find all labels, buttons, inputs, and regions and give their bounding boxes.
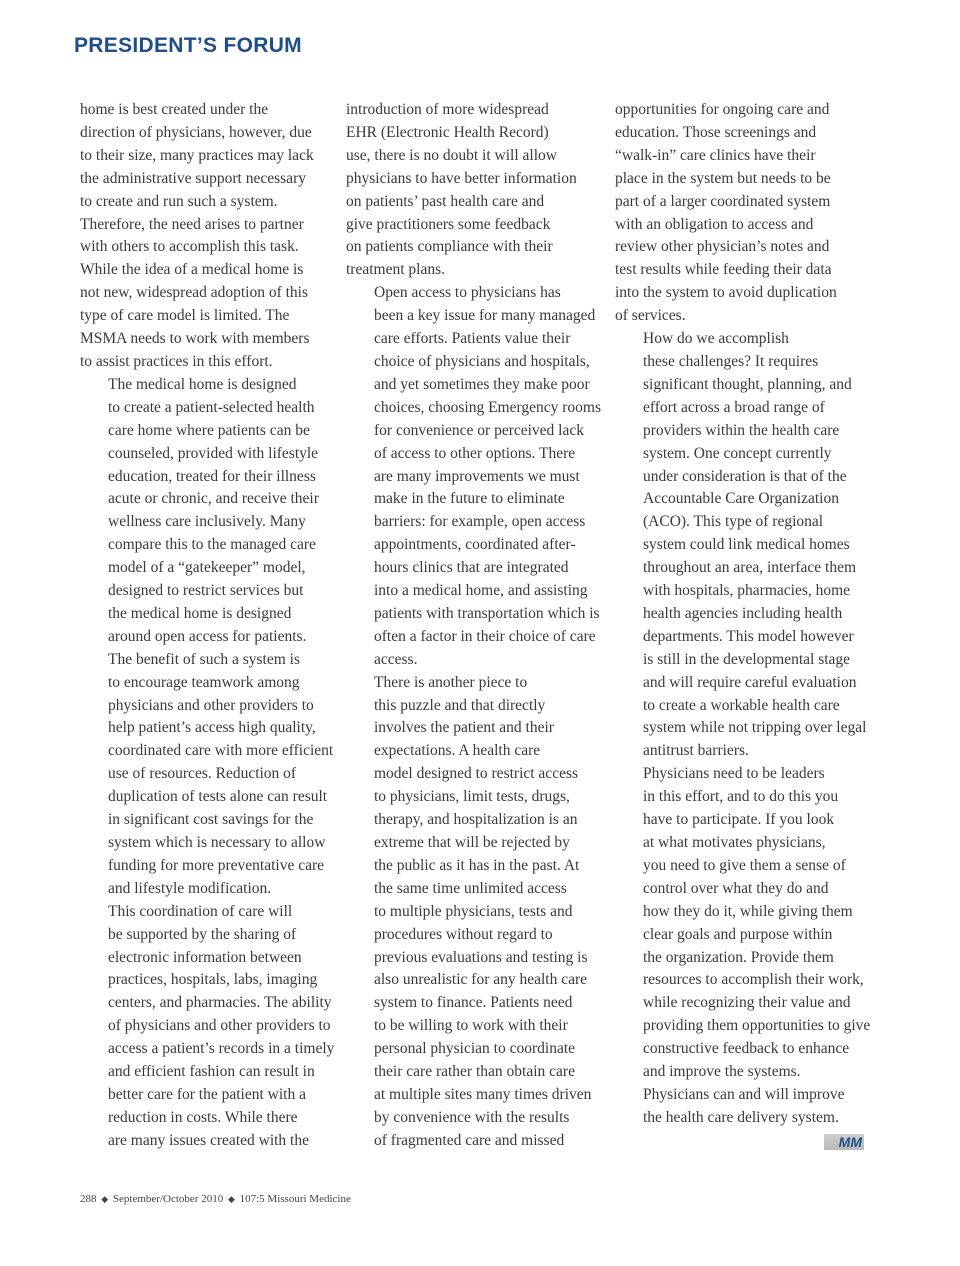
text-line: education. Those screenings and [615, 123, 817, 141]
text-line: been a key issue for many managed [374, 307, 596, 325]
text-line: is still in the developmental stage [643, 650, 851, 668]
text-line: education, treated for their illness [108, 467, 316, 485]
text-line: of fragmented care and missed [374, 1131, 565, 1149]
text-line: compare this to the managed care [108, 536, 316, 554]
text-line: with others to accomplish this task. [80, 238, 299, 256]
text-line: providers within the health care [643, 421, 840, 439]
text-line: access. [374, 650, 418, 668]
text-line: The medical home is designed [108, 375, 297, 393]
text-line: therapy, and hospitalization is an [374, 811, 578, 829]
text-line: Accountable Care Organization [643, 490, 839, 508]
text-line: also unrealistic for any health care [374, 971, 588, 989]
text-line: procedures without regard to [374, 925, 553, 943]
text-line: type of care model is limited. The [80, 307, 290, 325]
text-column-2 [346, 99, 601, 1153]
text-line: of services. [615, 307, 686, 325]
text-line: constructive feedback to enhance [643, 1040, 850, 1058]
text-line: resources to accomplish their work, [643, 971, 864, 989]
text-line: significant thought, planning, and [643, 375, 852, 393]
text-line: to create a patient-selected health [108, 398, 315, 416]
text-line: and efficient fashion can result in [108, 1063, 315, 1081]
text-line: while recognizing their value and [643, 994, 851, 1012]
text-line: with an obligation to access and [615, 215, 814, 233]
text-line: are many issues created with the [108, 1131, 309, 1149]
text-line: the organization. Provide them [643, 948, 834, 966]
text-line: to create a workable health care [643, 696, 840, 714]
text-line: providing them opportunities to give [643, 1017, 871, 1035]
text-column-1 [80, 99, 335, 1153]
text-line: often a factor in their choice of care [374, 627, 596, 645]
paragraph [80, 374, 334, 901]
text-line: centers, and pharmacies. The ability [108, 994, 332, 1012]
text-line: place in the system but needs to be [615, 169, 831, 187]
text-line: and yet sometimes they make poor [374, 375, 590, 393]
text-line: EHR (Electronic Health Record) [346, 123, 549, 141]
text-line: care efforts. Patients value their [374, 330, 571, 348]
text-line: physicians to have better information [346, 169, 577, 187]
text-line: acute or chronic, and receive their [108, 490, 319, 508]
text-line: choice of physicians and hospitals, [374, 352, 590, 370]
text-line: system while not tripping over legal [643, 719, 867, 737]
text-line: into a medical home, and assisting [374, 582, 588, 600]
text-line: introduction of more widespread [346, 101, 549, 118]
text-line: around open access for patients. [108, 627, 307, 645]
text-line: these challenges? It requires [643, 352, 819, 370]
text-line: test results while feeding their data [615, 261, 832, 279]
text-line: wellness care inclusively. Many [108, 513, 306, 531]
text-line: model of a “gatekeeper” model, [108, 559, 306, 577]
text-line: Physicians need to be leaders [643, 765, 825, 783]
paragraph [615, 328, 867, 763]
paragraph [615, 1084, 867, 1130]
text-line: the same time unlimited access [374, 879, 567, 897]
text-line: “walk-in” care clinics have their [615, 146, 816, 164]
text-line: this puzzle and that directly [374, 696, 546, 714]
text-line: extreme that will be rejected by [374, 834, 570, 851]
text-line: control over what they do and [643, 879, 829, 897]
text-line: use, there is no doubt it will allow [346, 146, 557, 164]
text-line: electronic information between [108, 948, 302, 966]
section-header: PRESIDENT’S FORUM [74, 34, 302, 57]
text-line: the administrative support necessary [80, 169, 306, 187]
text-line: involves the patient and their [374, 719, 554, 737]
text-line: This coordination of care will [108, 902, 293, 920]
text-line: There is another piece to [374, 673, 528, 691]
text-line: on patients’ past health care and [346, 192, 545, 210]
text-line: and lifestyle modification. [108, 879, 272, 897]
text-line: in this effort, and to do this you [643, 788, 839, 806]
text-line: system. One concept currently [643, 444, 832, 462]
text-line: designed to restrict services but [108, 582, 304, 600]
text-line: Physicians can and will improve [643, 1085, 845, 1103]
text-line: hours clinics that are integrated [374, 559, 569, 577]
text-line: While the idea of a medical home is [80, 261, 304, 279]
text-line: model designed to restrict access [374, 765, 579, 783]
text-line: direction of physicians, however, due [80, 123, 312, 141]
text-line: and improve the systems. [643, 1063, 801, 1081]
paragraph [80, 99, 330, 374]
text-line: The benefit of such a system is [108, 650, 300, 668]
text-line: system could link medical homes [643, 536, 850, 554]
text-line: Therefore, the need arises to partner [80, 215, 304, 233]
text-line: to be willing to work with their [374, 1017, 568, 1035]
text-line: to physicians, limit tests, drugs, [374, 788, 570, 806]
text-line: clear goals and purpose within [643, 925, 833, 943]
text-line: and will require careful evaluation [643, 673, 857, 691]
text-line: their care rather than obtain care [374, 1063, 575, 1081]
text-line: reduction in costs. While there [108, 1108, 298, 1126]
text-line: give practitioners some feedback [346, 215, 551, 233]
journal-volume: 107:5 Missouri Medicine [239, 1193, 351, 1205]
footer-separator-icon: ◆ [227, 1194, 235, 1204]
text-line: treatment plans. [346, 261, 445, 279]
paragraph [80, 901, 335, 1153]
text-line: help patient’s access high quality, [108, 719, 316, 737]
text-line: previous evaluations and testing is [374, 948, 588, 966]
text-line: at multiple sites many times driven [374, 1085, 592, 1103]
paragraph [346, 282, 601, 671]
text-line: barriers: for example, open access [374, 513, 586, 531]
text-line: coordinated care with more efficient [108, 742, 334, 760]
text-line: make in the future to eliminate [374, 490, 565, 508]
text-line: duplication of tests alone can result [108, 788, 328, 806]
text-line: appointments, coordinated after- [374, 536, 576, 554]
text-line: care home where patients can be [108, 421, 310, 439]
text-line: MSMA needs to work with members [80, 330, 310, 348]
text-line: departments. This model however [643, 627, 854, 645]
text-line: Open access to physicians has [374, 284, 561, 302]
text-line: better care for the patient with a [108, 1085, 306, 1103]
text-line: have to participate. If you look [643, 811, 835, 829]
paragraph [346, 672, 598, 1153]
text-line: choices, choosing Emergency rooms [374, 398, 601, 416]
issue-date: September/October 2010 [112, 1193, 224, 1205]
page-footer [80, 1193, 351, 1205]
text-line: effort across a broad range of [643, 398, 825, 416]
text-line: personal physician to coordinate [374, 1040, 576, 1058]
text-line: of physicians and other providers to [108, 1017, 331, 1035]
text-line: into the system to avoid duplication [615, 284, 837, 302]
text-line: to create and run such a system. [80, 192, 278, 210]
text-line: to encourage teamwork among [108, 673, 300, 691]
text-line: patients with transportation which is [374, 604, 600, 622]
text-line: in significant cost savings for the [108, 811, 314, 829]
text-line: by convenience with the results [374, 1108, 570, 1126]
text-line: part of a larger coordinated system [615, 192, 831, 210]
text-line: counseled, provided with lifestyle [108, 444, 319, 462]
text-line: at what motivates physicians, [643, 834, 826, 851]
text-line: access a patient’s records in a timely [108, 1040, 335, 1058]
end-of-article-mark: MM [824, 1134, 864, 1150]
text-line: system which is necessary to allow [108, 834, 326, 851]
text-line: be supported by the sharing of [108, 925, 297, 943]
paragraph [615, 99, 867, 328]
text-line: of access to other options. There [374, 444, 576, 462]
text-line: throughout an area, interface them [643, 559, 857, 577]
text-line: you need to give them a sense of [643, 856, 846, 874]
text-line: expectations. A health care [374, 742, 541, 760]
text-line: (ACO). This type of regional [643, 513, 824, 531]
text-line: the medical home is designed [108, 604, 292, 622]
text-line: funding for more preventative care [108, 856, 325, 874]
text-line: physicians and other providers to [108, 696, 314, 714]
text-line: are many improvements we must [374, 467, 580, 485]
text-line: the public as it has in the past. At [374, 856, 580, 874]
text-line: not new, widespread adoption of this [80, 284, 309, 302]
paragraph [615, 763, 871, 1084]
text-line: with hospitals, pharmacies, home [643, 582, 851, 600]
page-number: 288 [80, 1193, 97, 1205]
text-line: for convenience or perceived lack [374, 421, 584, 439]
text-line: how they do it, while giving them [643, 902, 853, 920]
text-line: to assist practices in this effort. [80, 352, 273, 370]
text-line: to multiple physicians, tests and [374, 902, 573, 920]
text-line: How do we accomplish [643, 330, 789, 348]
text-line: under consideration is that of the [643, 467, 847, 485]
text-line: home is best created under the [80, 101, 269, 118]
paragraph [346, 99, 598, 282]
text-line: system to finance. Patients need [374, 994, 573, 1012]
text-line: the health care delivery system. [643, 1108, 839, 1126]
text-line: practices, hospitals, labs, imaging [108, 971, 318, 989]
text-line: on patients compliance with their [346, 238, 553, 256]
text-line: review other physician’s notes and [615, 238, 830, 256]
footer-separator-icon: ◆ [101, 1194, 109, 1204]
text-line: to their size, many practices may lack [80, 146, 314, 164]
text-line: opportunities for ongoing care and [615, 101, 830, 118]
text-line: health agencies including health [643, 604, 843, 622]
text-line: antitrust barriers. [643, 742, 749, 760]
text-column-3 [615, 99, 871, 1130]
text-line: use of resources. Reduction of [108, 765, 297, 783]
